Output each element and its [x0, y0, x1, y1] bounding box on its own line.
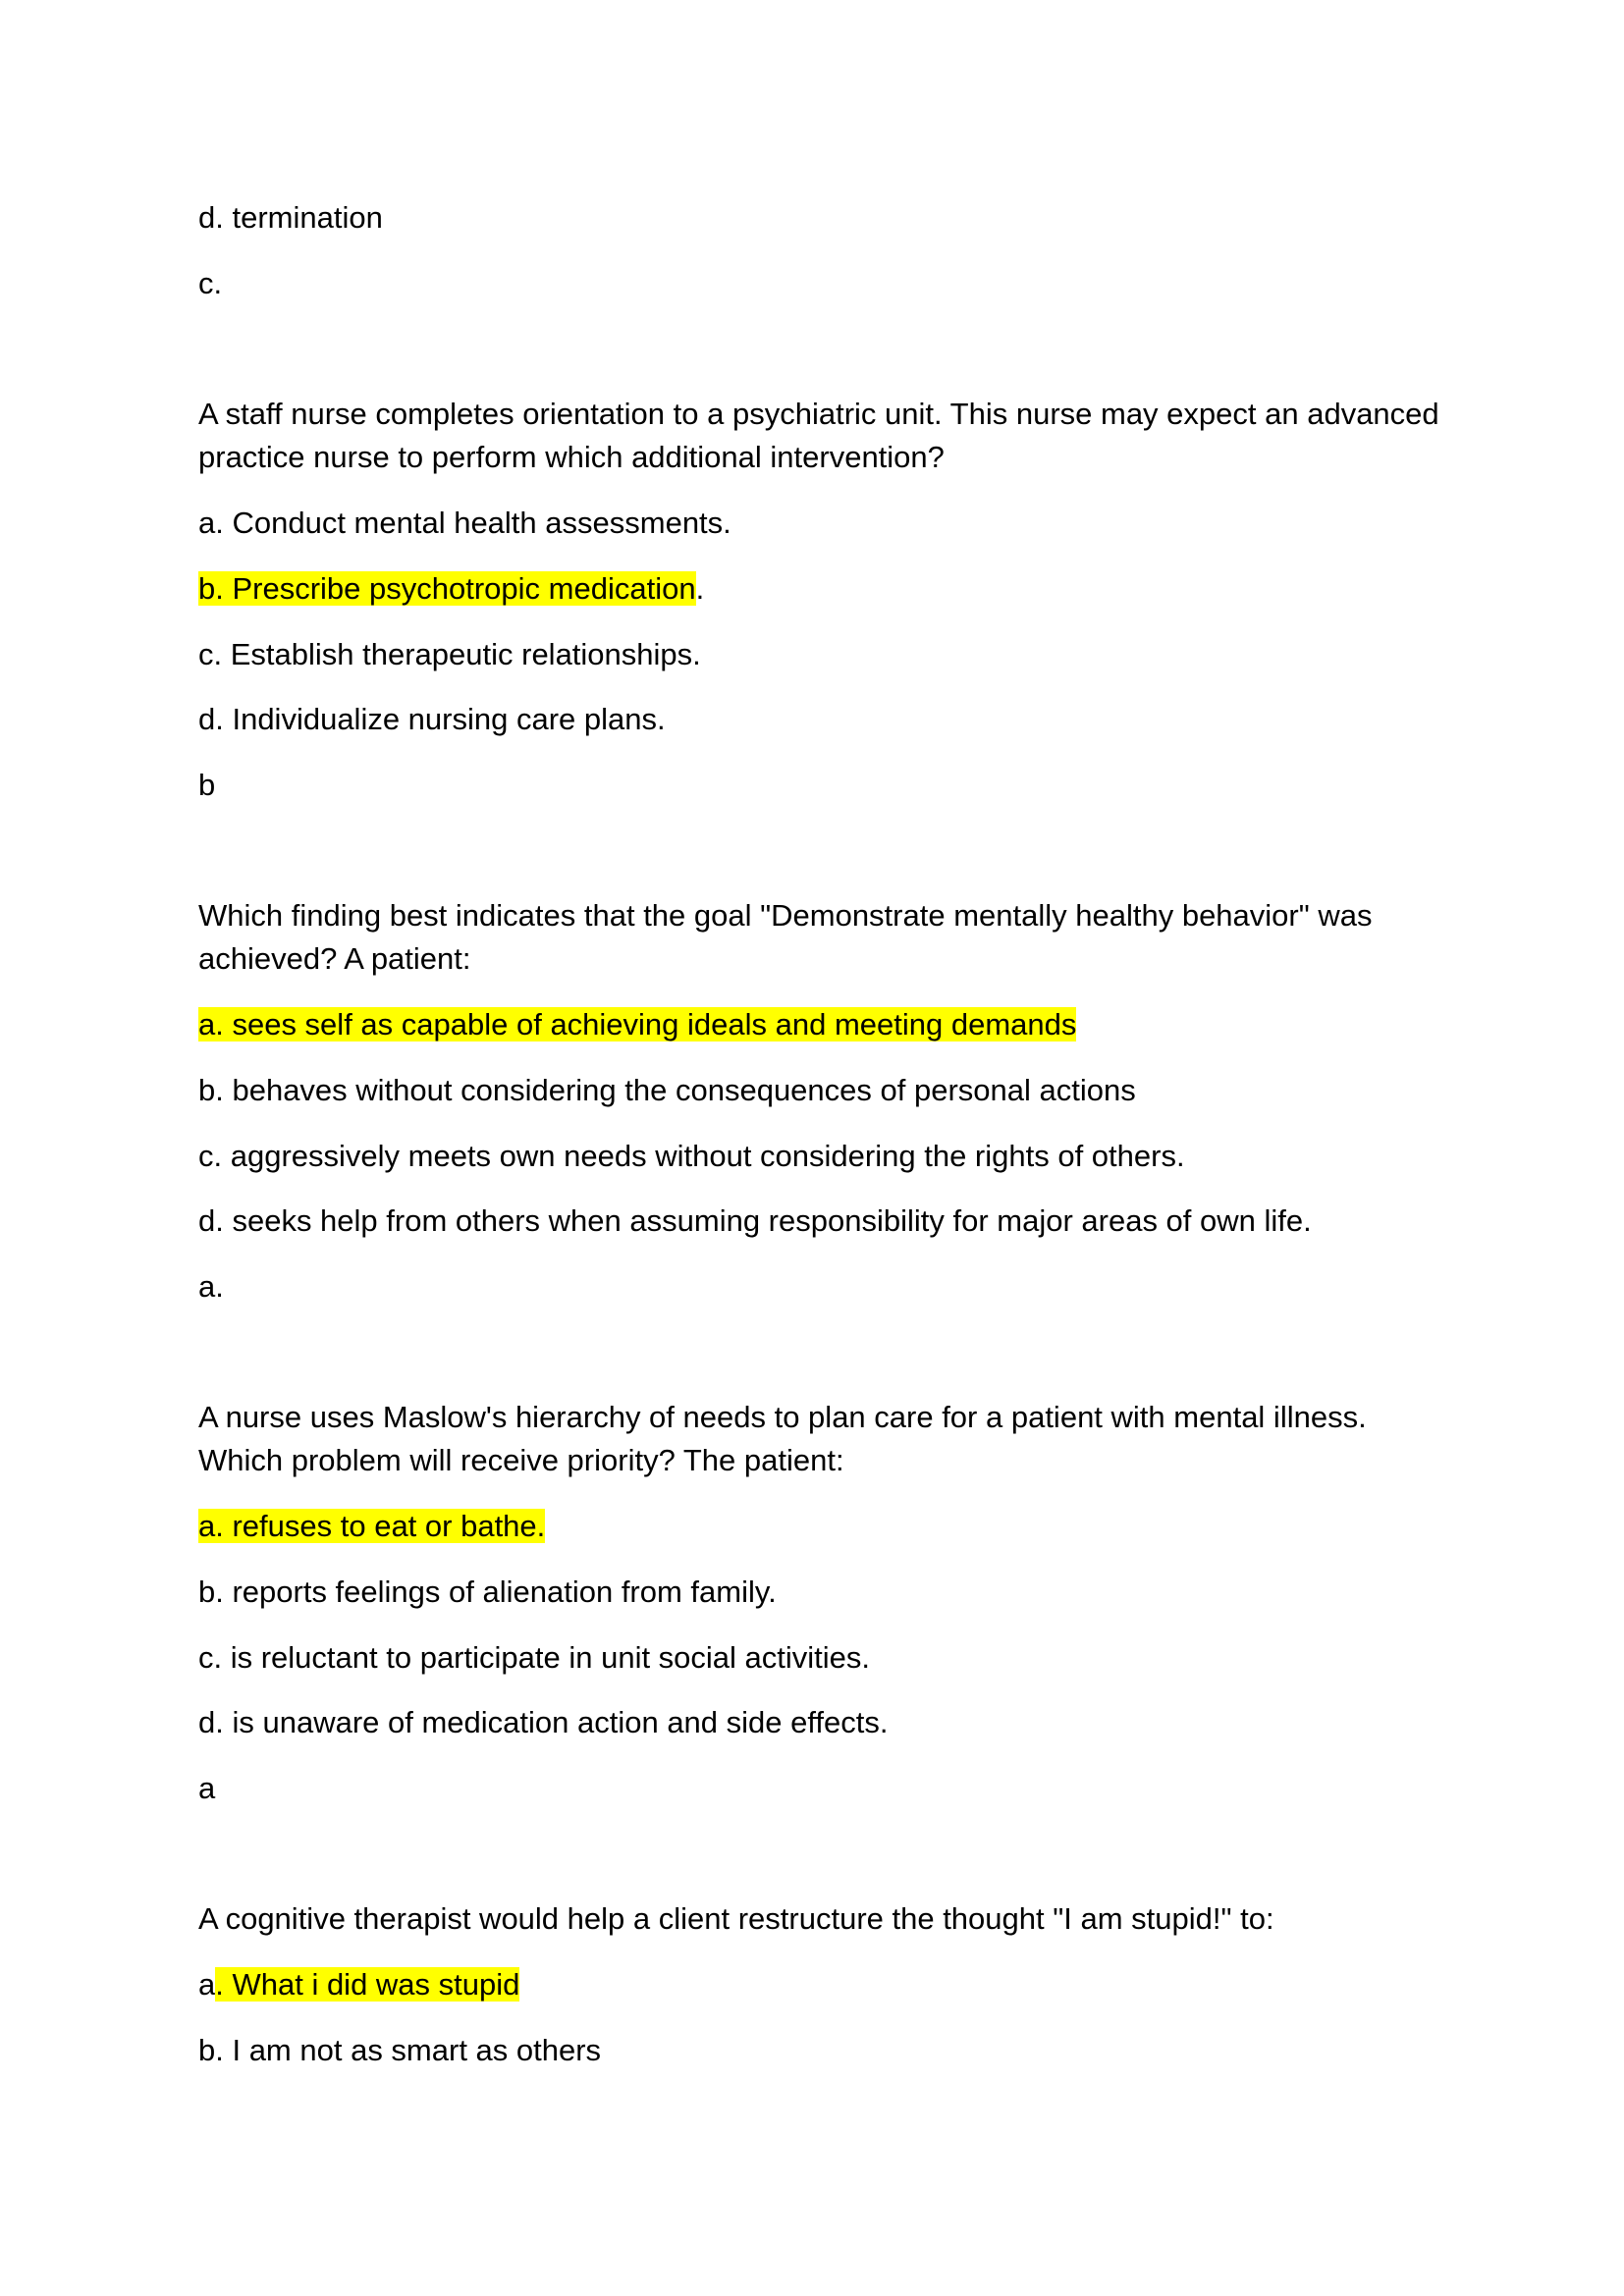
q3-option-a [198, 1505, 545, 1548]
q1-option-c: c. Establish therapeutic relationships. [198, 637, 701, 671]
q2-option-c: c. aggressively meets own needs without considering the rights of others. [198, 1139, 1185, 1173]
q3-option-b: b. reports feelings of alienation from family. [198, 1575, 777, 1609]
q4-stem-line1: A cognitive therapist would help a client restructure the thought "I am stupid!" to: [198, 1901, 1274, 1936]
q3-answer: a [198, 1771, 216, 1805]
q1-stem-line1: A staff nurse completes orientation to a psychiatric unit. This nurse may expect an advanced [198, 397, 1439, 431]
q2-option-b: b. behaves without considering the consequences of personal actions [198, 1073, 1136, 1107]
q2-option-a-highlight: a. sees self as capable of achieving ideals and meeting demands [198, 1007, 1077, 1041]
q4-option-a-highlight: . What i did was stupid [215, 1967, 520, 2002]
q2-answer: a. [198, 1269, 224, 1304]
q1-option-b-tail: . [695, 571, 705, 606]
q4-option-a-prefix: a [198, 1967, 216, 2002]
q3-stem-line1: A nurse uses Maslow's hierarchy of needs to plan care for a patient with mental illness. [198, 1400, 1367, 1434]
prev-option-d: d. termination [198, 200, 383, 235]
q2-stem-line1: Which finding best indicates that the goal "Demonstrate mentally healthy behavior" was [198, 898, 1373, 933]
q3-stem-line2: Which problem will receive priority? The patient: [198, 1443, 844, 1477]
q4-option-b: b. I am not as smart as others [198, 2033, 602, 2067]
q1-option-b-highlight: b. Prescribe psychotropic medication [198, 571, 696, 606]
prev-answer: c. [198, 266, 223, 300]
q1-option-d: d. Individualize nursing care plans. [198, 702, 666, 736]
q3-option-d: d. is unaware of medication action and side effects. [198, 1705, 889, 1739]
q4-option-a [198, 1963, 519, 2006]
q1-option-a: a. Conduct mental health assessments. [198, 506, 731, 540]
q3-option-a-highlight: a. refuses to eat or bathe. [198, 1509, 546, 1543]
q1-answer: b [198, 768, 216, 802]
q2-option-a [198, 1003, 1076, 1046]
q2-stem-line2: achieved? A patient: [198, 941, 471, 976]
q3-option-c: c. is reluctant to participate in unit social activities. [198, 1640, 871, 1675]
q2-option-d: d. seeks help from others when assuming responsibility for major areas of own life. [198, 1203, 1312, 1238]
q1-option-b [198, 567, 704, 611]
q1-stem-line2: practice nurse to perform which additional intervention? [198, 440, 945, 474]
